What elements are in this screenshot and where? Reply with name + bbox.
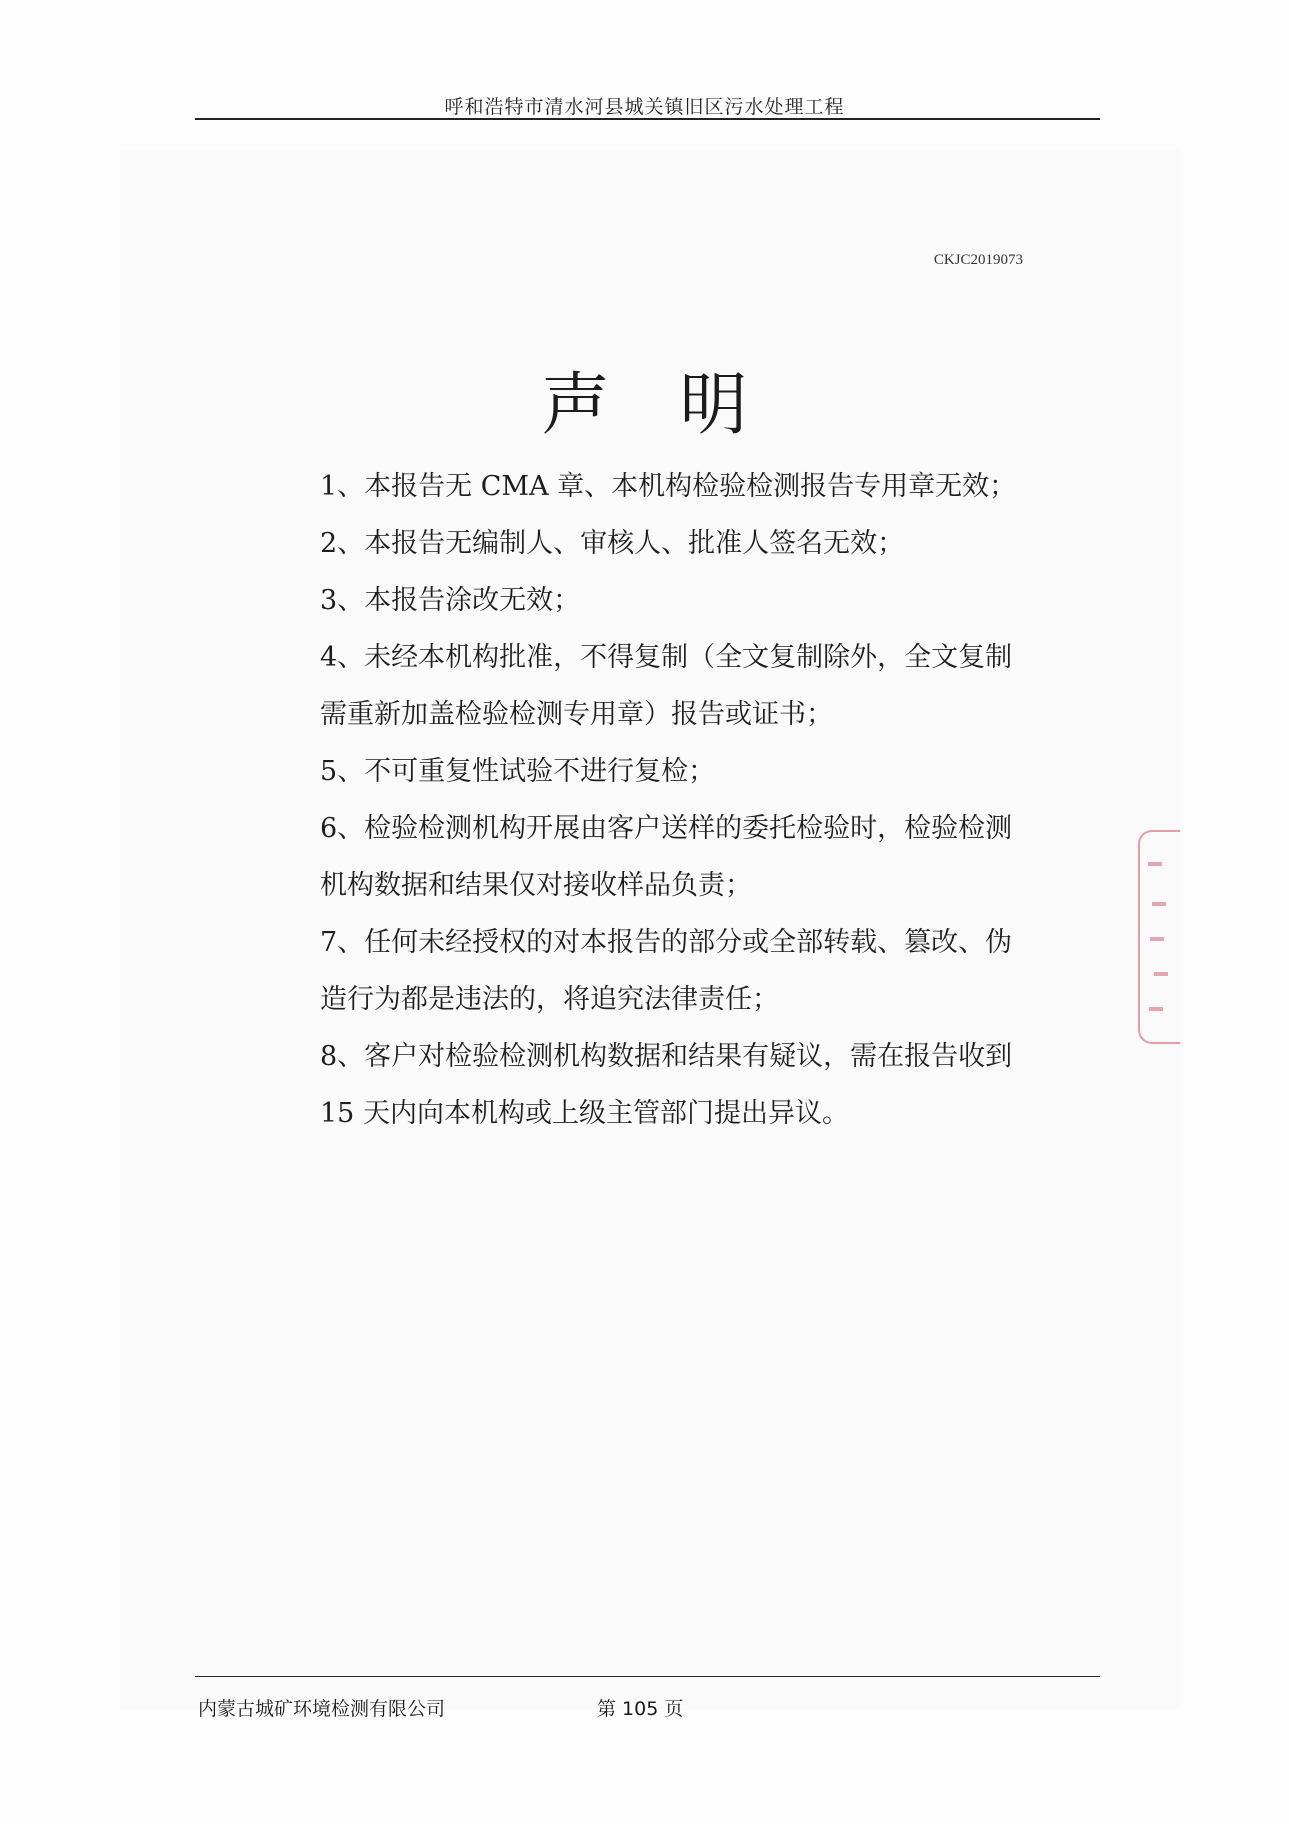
document-title: 声明 bbox=[541, 366, 818, 445]
footer-divider bbox=[195, 1676, 1100, 1677]
page-number: 第 105 页 bbox=[597, 1698, 684, 1720]
statement-item: 4、未经本机构批准，不得复制（全文复制除外，全文复制需重新加盖检验检测专用章）报告或证书； bbox=[320, 642, 1013, 730]
statement-list bbox=[320, 458, 1020, 1142]
stamp-mark bbox=[1154, 972, 1168, 976]
report-code: CKJC2019073 bbox=[933, 252, 1023, 268]
statement-item: 8、客户对检验检测机构数据和结果有疑议，需在报告收到 15 天内向本机构或上级主管部门提出异议。 bbox=[320, 1041, 1013, 1129]
statement-item: 3、本报告涂改无效； bbox=[320, 585, 581, 616]
statement-item: 2、本报告无编制人、审核人、批准人签名无效； bbox=[320, 528, 905, 559]
statement-item: 1、本报告无 CMA 章、本机构检验检测报告专用章无效； bbox=[320, 471, 1017, 502]
stamp-mark bbox=[1150, 937, 1164, 941]
seal-stamp-partial bbox=[1138, 830, 1180, 1044]
statement-item: 6、检验检测机构开展由客户送样的委托检验时，检验检测机构数据和结果仅对接收样品负责； bbox=[320, 813, 1013, 901]
footer-company: 内蒙古城矿环境检测有限公司 bbox=[198, 1698, 446, 1720]
stamp-mark bbox=[1149, 1007, 1163, 1011]
statement-item: 5、不可重复性试验不进行复检； bbox=[320, 756, 716, 787]
header-divider bbox=[195, 118, 1100, 120]
stamp-mark bbox=[1152, 902, 1166, 906]
header-title: 呼和浩特市清水河县城关镇旧区污水处理工程 bbox=[444, 96, 845, 118]
statement-item: 7、任何未经授权的对本报告的部分或全部转载、篡改、伪造行为都是违法的，将追究法律责任； bbox=[320, 927, 1013, 1015]
stamp-mark bbox=[1148, 862, 1162, 866]
